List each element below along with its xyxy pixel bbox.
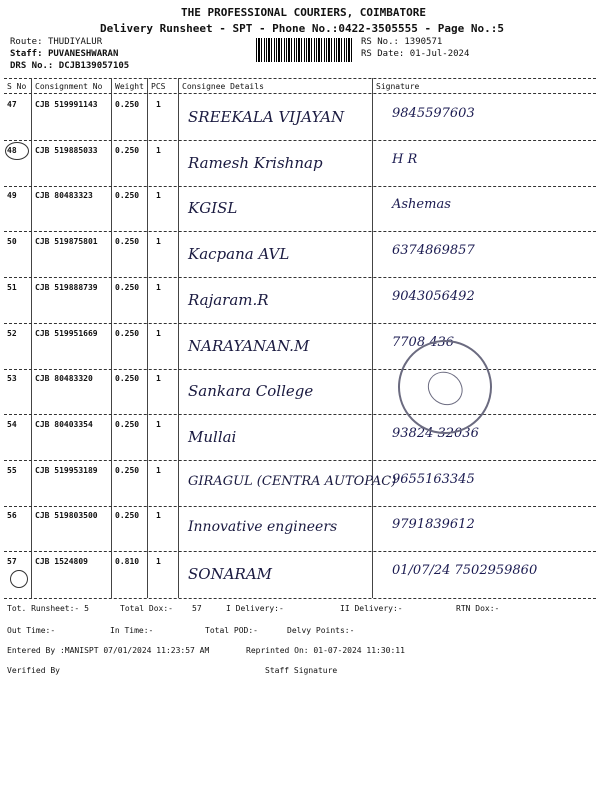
row-divider — [4, 140, 596, 141]
row-weight: 0.250 — [115, 374, 140, 383]
row-signature-handwritten: 93824 32036 — [392, 426, 479, 441]
row-signature-handwritten: 9791839612 — [392, 517, 475, 532]
row-consignee-handwritten: SREEKALA VIJAYAN — [188, 108, 345, 126]
row-consignee-handwritten: Mullai — [188, 428, 237, 446]
row-pcs: 1 — [156, 374, 161, 383]
staff-value: PUVANESHWARAN — [47, 49, 119, 59]
row-divider — [4, 323, 596, 324]
out-time: Out Time:- — [7, 626, 56, 635]
rtn-dox: RTN Dox:- — [456, 604, 500, 613]
row-pcs: 1 — [156, 237, 161, 246]
row-consignment-no: CJB 80483320 — [35, 374, 93, 383]
row-signature-handwritten: H R — [392, 152, 418, 167]
row-consignment-no: CJB 519953189 — [35, 466, 98, 475]
row-consignee-handwritten: Sankara College — [188, 382, 314, 400]
row-consignment-no: CJB 519888739 — [35, 283, 98, 292]
rs-no-value: 1390571 — [404, 37, 443, 47]
reprinted-on: Reprinted On: 01-07-2024 11:30:11 — [246, 646, 405, 655]
row-consignment-no: CJB 80403354 — [35, 420, 93, 429]
in-time: In Time:- — [110, 626, 154, 635]
company-title: THE PROFESSIONAL COURIERS, COIMBATORE — [181, 6, 427, 19]
row-consignee-handwritten: Rajaram.R — [188, 291, 269, 309]
row-weight: 0.250 — [115, 146, 140, 155]
drs-label: DRS No.: — [10, 61, 54, 71]
rs-date-label: RS Date: — [361, 49, 405, 59]
table-top-border — [4, 78, 596, 79]
row-sno: 54 — [7, 420, 17, 429]
row-consignee-handwritten: Innovative engineers — [188, 519, 338, 535]
row-weight: 0.250 — [115, 329, 140, 338]
row-signature-handwritten: 9043056492 — [392, 289, 475, 304]
i-delivery: I Delivery:- — [226, 604, 284, 613]
row-pcs: 1 — [156, 191, 161, 200]
circle-mark — [10, 570, 28, 588]
delvy-points: Delvy Points:- — [287, 626, 355, 635]
row-consignee-handwritten: NARAYANAN.M — [188, 337, 310, 355]
col-divider — [31, 78, 32, 598]
row-weight: 0.250 — [115, 191, 140, 200]
row-sno: 55 — [7, 466, 17, 475]
runsheet-subtitle: Delivery Runsheet - SPT - Phone No.:0422-3505555 - Page No.:5 — [100, 22, 504, 35]
col-signature: Signature — [376, 82, 420, 91]
ii-delivery: II Delivery:- — [340, 604, 403, 613]
row-pcs: 1 — [156, 283, 161, 292]
rs-no-label: RS No.: — [361, 37, 399, 47]
row-weight: 0.810 — [115, 557, 140, 566]
row-divider — [4, 460, 596, 461]
drs-line — [10, 61, 129, 71]
row-signature-handwritten: 9655163345 — [392, 472, 475, 487]
col-pcs: PCS — [151, 82, 166, 91]
row-weight: 0.250 — [115, 420, 140, 429]
row-pcs: 1 — [156, 511, 161, 520]
row-consignee-handwritten: Kacpana AVL — [188, 245, 290, 263]
staff-line — [10, 49, 118, 59]
row-signature-handwritten: 7708 436 — [392, 335, 455, 350]
total-dox-label: Total Dox:- — [120, 604, 173, 613]
col-divider — [147, 78, 148, 598]
row-divider — [4, 231, 596, 232]
col-consignment: Consignment No — [35, 82, 103, 91]
staff-label: Staff: — [10, 49, 43, 59]
row-sno: 47 — [7, 100, 17, 109]
col-divider — [111, 78, 112, 598]
row-sno: 52 — [7, 329, 17, 338]
row-sno: 56 — [7, 511, 17, 520]
row-weight: 0.250 — [115, 100, 140, 109]
row-sno: 50 — [7, 237, 17, 246]
row-divider — [4, 369, 596, 370]
row-consignment-no: CJB 519991143 — [35, 100, 98, 109]
row-divider — [4, 277, 596, 278]
row-weight: 0.250 — [115, 511, 140, 520]
row-signature-handwritten: Ashemas — [392, 197, 451, 212]
row-weight: 0.250 — [115, 237, 140, 246]
row-sno: 51 — [7, 283, 17, 292]
row-consignee-handwritten: SONARAM — [188, 565, 273, 583]
route-line — [10, 37, 102, 47]
rs-date-value: 01-Jul-2024 — [409, 49, 470, 59]
col-weight: Weight — [115, 82, 144, 91]
row-consignee-handwritten: KGISL — [188, 199, 238, 217]
verified-by: Verified By — [7, 666, 60, 675]
row-signature-handwritten: 01/07/24 7502959860 — [392, 563, 538, 578]
row-divider — [4, 506, 596, 507]
row-consignment-no: CJB 80483323 — [35, 191, 93, 200]
row-sno: 48 — [7, 146, 17, 155]
row-consignment-no: CJB 1524809 — [35, 557, 88, 566]
row-divider — [4, 414, 596, 415]
col-consignee: Consignee Details — [182, 82, 264, 91]
row-pcs: 1 — [156, 100, 161, 109]
stamp-inner-ring — [421, 365, 469, 412]
row-pcs: 1 — [156, 146, 161, 155]
table-bottom-border — [4, 598, 596, 599]
col-divider — [178, 78, 179, 598]
row-consignee-handwritten: Ramesh Krishnap — [188, 154, 323, 172]
total-dox-value: 57 — [192, 604, 202, 613]
row-weight: 0.250 — [115, 283, 140, 292]
tot-runsheet: Tot. Runsheet:- 5 — [7, 604, 89, 613]
drs-value: DCJB139057105 — [58, 61, 130, 71]
rs-no-line — [361, 37, 442, 47]
staff-signature: Staff Signature — [265, 666, 338, 675]
row-consignee-handwritten: GIRAGUL (CENTRA AUTOPAC) — [188, 474, 397, 489]
row-weight: 0.250 — [115, 466, 140, 475]
total-pod: Total POD:- — [205, 626, 258, 635]
header-bottom-border — [4, 93, 596, 94]
row-consignment-no: CJB 519885033 — [35, 146, 98, 155]
barcode-image — [256, 38, 352, 62]
row-sno: 57 — [7, 557, 17, 566]
row-pcs: 1 — [156, 420, 161, 429]
row-divider — [4, 551, 596, 552]
col-sno: S No — [7, 82, 27, 91]
row-consignment-no: CJB 519951669 — [35, 329, 98, 338]
row-pcs: 1 — [156, 557, 161, 566]
row-divider — [4, 186, 596, 187]
row-pcs: 1 — [156, 466, 161, 475]
entered-by: Entered By :MANISPT 07/01/2024 11:23:57 AM — [7, 646, 210, 655]
route-label: Route: — [10, 37, 43, 47]
row-pcs: 1 — [156, 329, 161, 338]
row-consignment-no: CJB 519875801 — [35, 237, 98, 246]
row-signature-handwritten: 9845597603 — [392, 106, 475, 121]
row-signature-handwritten: 6374869857 — [392, 243, 475, 258]
col-divider — [372, 78, 373, 598]
rs-date-line — [361, 49, 469, 59]
row-consignment-no: CJB 519803500 — [35, 511, 98, 520]
route-value: THUDIYALUR — [47, 37, 103, 47]
circle-mark — [5, 142, 29, 160]
row-sno: 49 — [7, 191, 17, 200]
row-sno: 53 — [7, 374, 17, 383]
